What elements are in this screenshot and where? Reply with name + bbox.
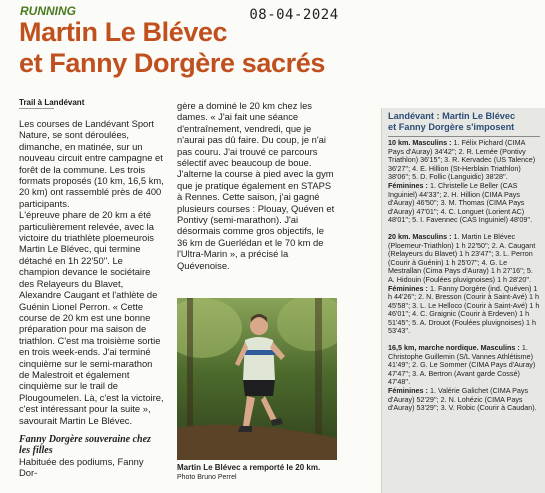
results-10km-women: Féminines : 1. Christelle Le Beller (CAS Inguiniel) 44'33''; 2. H. Hillion (CIMA Pays d'Auray) 46'50''; 3. M. Thomas (CIMA Pays d'Auray) 47'01''; 4. C. Longuet (Lorient AC) 48'01''; 5. I. Favennec (CAS Inguiniel) 48'09''. (388, 180, 533, 225)
article-kicker: Trail à Landévant (19, 98, 85, 107)
article-subheading: Fanny Dorgère souveraine chez les filles (19, 433, 151, 456)
article-paragraph: Habituée des podiums, Fanny Dor- (19, 455, 144, 479)
article-paragraph: Les courses de Landévant Sport Nature, se sont déroulées, dimanche, en matinée, sur un nouveau circuit entre campagne et forêt de la commune. Les trois formats proposés (10 km, 16,5 km, 20 km) ont rassemblé près de 400 participants. (19, 118, 164, 209)
article-paragraph: gère a dominé le 20 km chez les dames. « J'ai fait une séance d'entraînement, vendredi, que je n'aurai pas dû faire. Du coup, je n'ai pas couru. J'ai trouvé ce parcours sélectif avec beaucoup de boue. J'alterne la course à pied avec la gym que je pratique également en STAPS à Rennes. Cette saison, j'ai gagné plusieurs courses : Plouay, Quéven et Pontivy (semi-marathon). J'ai désormais comme gros objectifs, le 36 km de Guerlédan et le 70 km de l'Ultra-Marin », a précisé la Quévenoise. (177, 100, 335, 271)
results-10km-men: 10 km. Masculins : 1. Félix Pichard (CIMA Pays d'Auray) 34'42''; 2. R. Lemée (Pontivy Triathlon) 36'15''; 3. R. Kervadec (US Talence) 36'27''; 4. E. Hillion (St-Herblain Triathlon) 38'06''; 5. D. Follic (Languidic) 38'28''. (388, 138, 536, 182)
sidebar-divider (388, 136, 540, 137)
section-rubric: RUNNING (20, 4, 76, 18)
results-20km-women: Féminines : 1. Fanny Dorgère (ind. Quéven) 1 h 44'26''; 2. N. Bresson (Courir à Saint-Avé) 1 h 45'58''; 3. L. Le Helloco (Courir à Saint-Avé) 1 h 46'01''; 4. C. Graignic (Courir à Erdeven) 1 h 51'45''; 5. A. Drouot (Foulées pluvignoises) 1 h 53'43''. (388, 283, 540, 336)
runner-photo-image (177, 298, 337, 460)
photo-credit: Photo Bruno Perrel (177, 474, 237, 481)
results-16km-women: Féminines : 1. Valérie Galichet (CIMA Pays d'Auray) 52'29''; 2. N. Lohézic (CIMA Pays d'Auray) 53'29''; 3. V. Robic (Courir à Caudan). (388, 386, 537, 413)
sidebar-title-line-2: et Fanny Dorgère s'imposent (388, 122, 515, 132)
article-paragraph: L'épreuve phare de 20 km a été particulièrement relevée, avec la victoire du triathlète ploemeurois Martin Le Blévec, qui termine détaché en 1h 22'50''. Le champion devance le sociétaire des Relayeurs du Blavet, Alexandre Caugant et l'athlète de Guénin Lionel Perron. « Cette course de 20 km est une bonne préparation pour ma saison de triathlon. C'est ma troisième sortie en trois week-ends. J'ai terminé cinquième sur le semi-marathon de Malestroit et également cinquième sur le trail de Plougoumelen. Là, c'est la victoire, c'est intéressant pour la suite », savourait Martin Le Blévec. (19, 209, 164, 426)
results-sidebar (381, 108, 545, 493)
handwritten-date: 08-04-2024 (249, 7, 339, 23)
caption-text: Martin Le Blévec a remporté le 20 km. (177, 463, 321, 472)
sidebar-title (388, 111, 540, 133)
runner-photo (177, 298, 337, 460)
kicker-divider (19, 108, 54, 109)
sidebar-title-line-1: Landévant : Martin Le Blévec (388, 111, 516, 121)
results-list (388, 139, 541, 413)
results-16km-men: 16,5 km, marche nordique. Masculins : 1. Christophe Guillemin (S/L Vannes Athlétisme) 41'49''; 2. G. Le Sommer (CIMA Pays d'Auray) 47'47''; 3. A. Bertron (Avant garde Cossé) 47'48''. (388, 343, 536, 387)
results-20km-men: 20 km. Masculins : 1. Martin Le Blévec (Ploemeur-Triathlon) 1 h 22'50''; 2. A. Caugant (Relayeurs du Blavet) 1 h 23'47''; 3. L. Perron (Courir à Guénin) 1 h 25'07''; 4. G. Le Mestrallan (Cima Pays d'Auray) 1 h 27'16''; 5. A. Hidouin (Foulées pluvignoises) 1 h 28'20''. (388, 231, 536, 284)
headline-line-1: Martin Le Blévec (19, 17, 228, 47)
headline (19, 17, 369, 79)
article-column-2 (177, 100, 336, 271)
photo-caption (177, 463, 342, 483)
article-column-1 (19, 118, 164, 479)
headline-line-2: et Fanny Dorgère sacrés (19, 48, 325, 78)
